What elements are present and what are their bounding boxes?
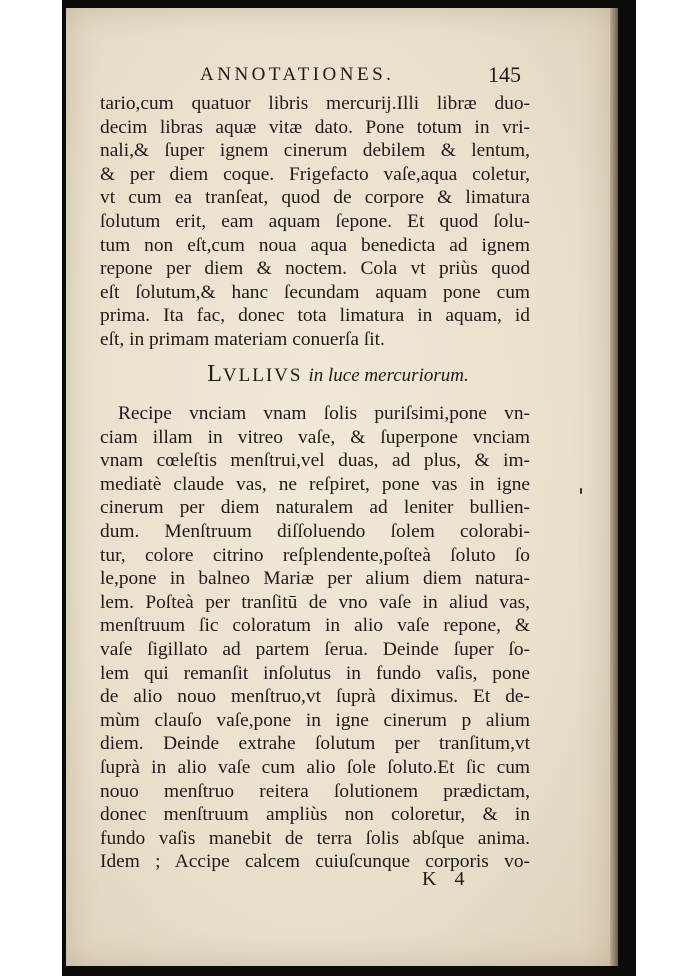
- book-page: [66, 8, 610, 966]
- text-line: tario,cum quatuor libris mercurij.Illi libræ duo-: [100, 93, 530, 114]
- text-line: nali,& ſuper ignem cinerum debilem & lentum,: [100, 140, 530, 162]
- text-line: tur, colore citrino reſplendente,poſteà ſoluto ſo: [100, 544, 530, 566]
- text-line: vaſe ſigillato ad partem ſerua. Deinde ſuper ſo-: [100, 638, 530, 660]
- text-line: vnam cœleſtis menſtrui,vel duas, ad plus, & im-: [100, 450, 530, 472]
- text-line: prima. Ita fac, donec tota limatura in aquam, id: [100, 305, 530, 327]
- page-number: 145: [488, 62, 521, 87]
- text-line: mùm clauſo vaſe,pone in igne cinerum p alium: [100, 709, 530, 731]
- text-line: decim libras aquæ vitæ dato. Pone totum in vri-: [100, 116, 530, 138]
- text-line: lem qui remanſit inſolutus in fundo vaſis, pone: [100, 662, 530, 684]
- text-line: tum non eſt,cum noua aqua benedicta ad ignem: [100, 234, 530, 256]
- text-line: ſolutum erit, eam aquam ſepone. Et quod ſolu-: [100, 210, 530, 232]
- heading-name-rest: VLLIVS: [222, 365, 303, 386]
- text-line: menſtruum ſic coloratum in alio vaſe repone, &: [100, 615, 530, 637]
- text-line: eſt, in primam materiam conuerſa ſit.: [100, 328, 385, 350]
- page-edge: [610, 8, 618, 966]
- section-heading-subtitle: in luce mercuriorum.: [308, 365, 469, 386]
- running-head-title: ANNOTATIONES.: [200, 64, 395, 85]
- text-line: ciam illam in vitreo vaſe, & ſuperpone vnciam: [100, 426, 530, 448]
- signature-letter: K: [422, 868, 437, 890]
- signature-mark: [422, 868, 464, 891]
- section-heading: [66, 361, 610, 388]
- text-line: donec menſtruum ampliùs non coloretur, & in: [100, 804, 530, 826]
- ink-speck: [580, 488, 582, 494]
- text-line: Idem ; Accipe calcem cuiuſcunque corporis vo-: [100, 851, 530, 873]
- signature-number: 4: [454, 868, 465, 890]
- text-line: de alio nouo menſtruo,vt ſuprà diximus. Et de-: [100, 686, 530, 708]
- text-line: ſuprà in alio vaſe cum alio ſole ſoluto.Et ſic cum: [100, 756, 530, 778]
- paragraph-1: [100, 92, 530, 352]
- text-line: vt cum ea tranſeat, quod de corpore & limatura: [100, 187, 530, 209]
- section-heading-name: [207, 361, 303, 387]
- running-head: [66, 64, 610, 88]
- text-line: Recipe vnciam vnam ſolis puriſsimi,pone vn-: [118, 403, 530, 424]
- heading-initial: L: [207, 361, 223, 387]
- text-line: diem. Deinde extrahe ſolutum per tranſitum,vt: [100, 733, 530, 755]
- text-line: lem. Poſteà per tranſitū de vno vaſe in aliud vas,: [100, 591, 530, 613]
- text-line: cinerum per diem naturalem ad leniter bullien-: [100, 497, 530, 519]
- text-line: le,pone in balneo Mariæ per alium diem natura-: [100, 568, 530, 590]
- text-line: repone per diem & noctem. Cola vt priùs quod: [100, 258, 530, 280]
- text-line: dum. Menſtruum diſſoluendo ſolem colorabi-: [100, 520, 530, 542]
- text-line: eſt ſolutum,& hanc ſecundam aquam pone cum: [100, 281, 530, 303]
- text-line: fundo vaſis manebit de terra ſolis abſque anima.: [100, 827, 530, 849]
- paragraph-2: [100, 402, 530, 874]
- text-line: nouo menſtruo reitera ſolutionem prædictam,: [100, 780, 530, 802]
- text-line: & per diem coque. Frigefacto vaſe,aqua coletur,: [100, 163, 530, 185]
- text-line: mediatè claude vas, ne reſpiret, pone vas in igne: [100, 473, 530, 495]
